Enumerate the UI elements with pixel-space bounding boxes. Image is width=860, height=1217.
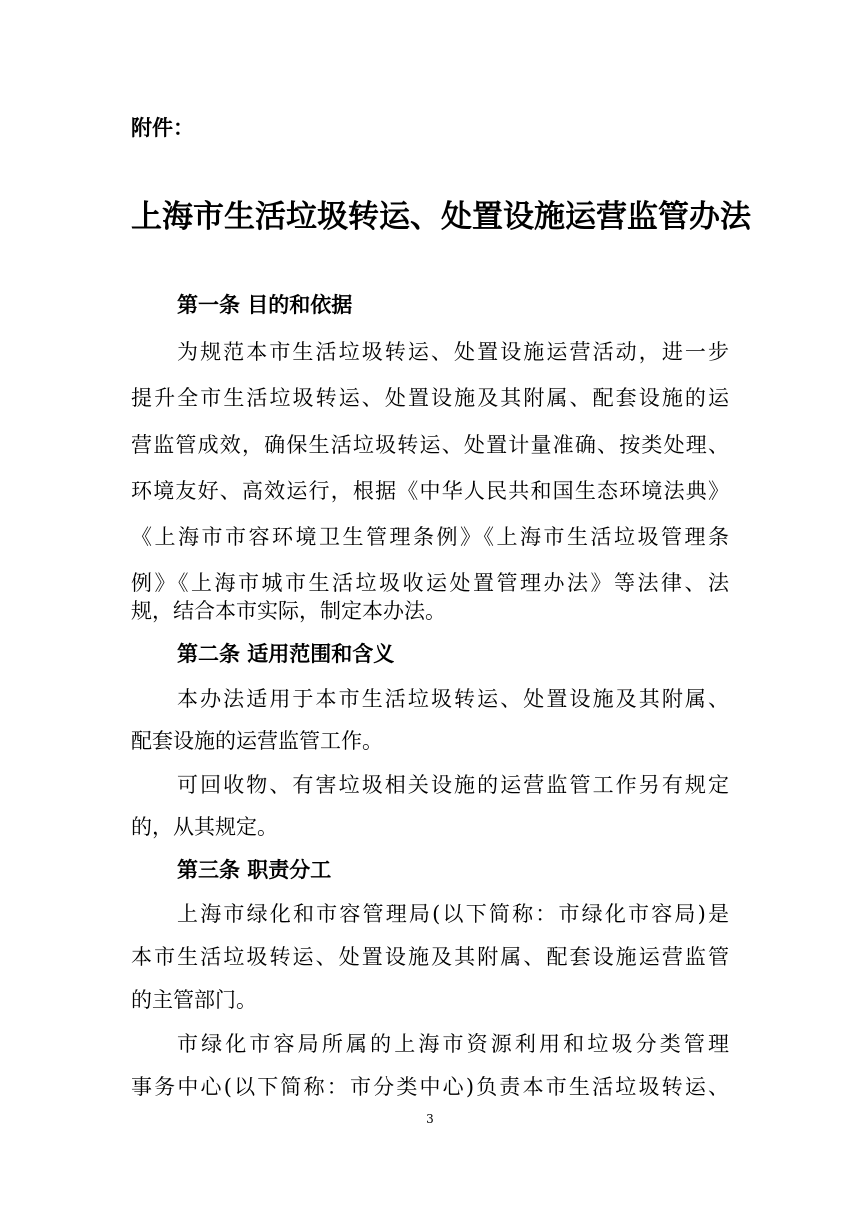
article-2-heading: 第二条 适用范围和含义 xyxy=(177,642,395,666)
paragraph-line: 配套设施的运营监管工作。 xyxy=(131,729,383,753)
paragraph-line: 本办法适用于本市生活垃圾转运、处置设施及其附属、 xyxy=(177,687,729,711)
paragraph-line: 例》《上海市城市生活垃圾收运处置管理办法》等法律、法 xyxy=(131,571,729,595)
paragraph-line: 市绿化市容局所属的上海市资源利用和垃圾分类管理 xyxy=(177,1032,729,1056)
paragraph-line: 为规范本市生活垃圾转运、处置设施运营活动，进一步 xyxy=(177,340,729,364)
paragraph-line: 的，从其规定。 xyxy=(131,815,278,839)
paragraph-line: 提升全市生活垃圾转运、处置设施及其附属、配套设施的运 xyxy=(131,386,729,410)
document-title: 上海市生活垃圾转运、处置设施运营监管办法 xyxy=(131,199,751,235)
attachment-label: 附件： xyxy=(131,116,194,140)
paragraph-line: 《上海市市容环境卫生管理条例》《上海市生活垃圾管理条 xyxy=(131,525,729,549)
paragraph-line: 上海市绿化和市容管理局(以下简称：市绿化市容局)是 xyxy=(177,902,729,926)
paragraph-line: 规，结合本市实际，制定本办法。 xyxy=(131,599,446,623)
paragraph-line: 本市生活垃圾转运、处置设施及其附属、配套设施运营监管 xyxy=(131,945,729,969)
article-1-heading: 第一条 目的和依据 xyxy=(177,293,353,317)
paragraph-line: 的主管部门。 xyxy=(131,988,257,1012)
page-number: 3 xyxy=(426,1112,434,1126)
article-3-heading: 第三条 职责分工 xyxy=(177,858,332,882)
paragraph-line: 环境友好、高效运行，根据《中华人民共和国生态环境法典》 xyxy=(131,479,729,503)
paragraph-line: 营监管成效，确保生活垃圾转运、处置计量准确、按类处理、 xyxy=(131,433,729,457)
paragraph-line: 可回收物、有害垃圾相关设施的运营监管工作另有规定 xyxy=(177,773,729,797)
paragraph-line: 事务中心(以下简称：市分类中心)负责本市生活垃圾转运、 xyxy=(131,1075,729,1099)
